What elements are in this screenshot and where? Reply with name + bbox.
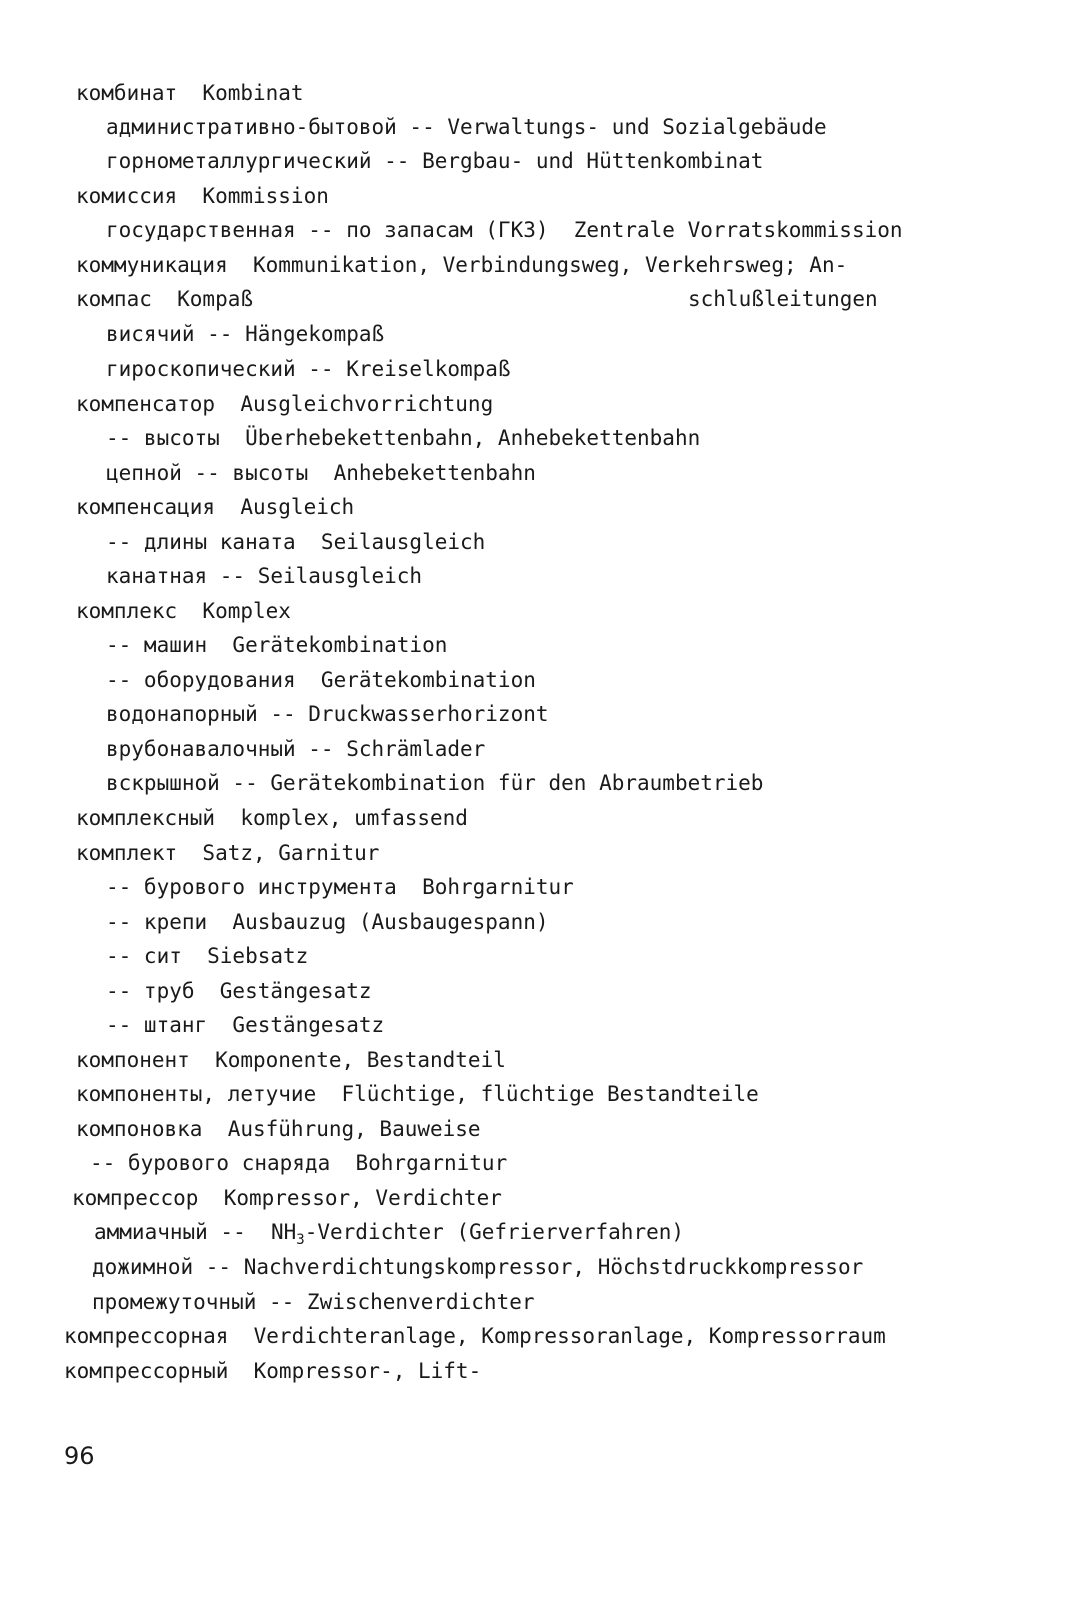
entry-sub: вскрышной -- Gerätekombination für den Abraumbetrieb xyxy=(106,771,764,795)
entry-sub: -- высоты Überhebekettenbahn, Anhebekettenbahn xyxy=(106,426,701,450)
entry-headword: компрессорная Verdichteranlage, Kompressoranlage, Kompressorraum xyxy=(64,1324,886,1348)
entry-headword: компас Kompaß xyxy=(76,287,254,311)
entry-sub: висячий -- Hängekompaß xyxy=(106,322,385,346)
entry-headword: компонент Komponente, Bestandteil xyxy=(76,1048,506,1072)
entry-sub-suffix: -Verdichter (Gefrierverfahren) xyxy=(304,1220,685,1244)
entry-sub: -- крепи Ausbauzug (Ausbaugespann) xyxy=(106,910,549,934)
entry-sub: государственная -- по запасам (ГКЗ) Zentrale Vorratskommission xyxy=(106,218,903,242)
entry-sub: -- сит Siebsatz xyxy=(106,944,309,968)
entry-sub-ammonia xyxy=(94,1218,684,1246)
entry-sub: канатная -- Seilausgleich xyxy=(106,564,423,588)
entry-sub: водонапорный -- Druckwasserhorizont xyxy=(106,702,549,726)
entry-sub: -- штанг Gestängesatz xyxy=(106,1013,385,1037)
entry-sub: гироскопический -- Kreiselkompaß xyxy=(106,357,511,381)
entry-sub: -- машин Gerätekombination xyxy=(106,633,448,657)
entry-sub: -- бурового инструмента Bohrgarnitur xyxy=(106,875,574,899)
entry-headword: комплексный komplex, umfassend xyxy=(76,806,468,830)
entry-sub: административно-бытовой -- Verwaltungs- und Sozialgebäude xyxy=(106,115,827,139)
entry-continuation: schlußleitungen xyxy=(688,287,878,311)
entry-headword: компоновка Ausführung, Bauweise xyxy=(76,1117,481,1141)
entry-headword: компрессорный Kompressor-, Lift- xyxy=(64,1359,482,1383)
entry-sub: промежуточный -- Zwischenverdichter xyxy=(92,1290,535,1314)
entry-headword: компенсатор Ausgleichvorrichtung xyxy=(76,392,494,416)
entry-sub: цепной -- высоты Anhebekettenbahn xyxy=(106,461,536,485)
entry-headword: комплекс Komplex xyxy=(76,599,291,623)
entry-sub-prefix: аммиачный -- NH xyxy=(94,1220,297,1244)
entry-headword: комбинат Kombinat xyxy=(76,81,304,105)
entry-headword: компенсация Ausgleich xyxy=(76,495,355,519)
entry-sub: -- бурового снаряда Bohrgarnitur xyxy=(90,1151,508,1175)
entry-sub: -- длины каната Seilausgleich xyxy=(106,530,486,554)
page-number: 96 xyxy=(64,1442,95,1470)
entry-headword: компрессор Kompressor, Verdichter xyxy=(72,1186,502,1210)
entry-headword: компоненты, летучие Flüchtige, flüchtige Bestandteile xyxy=(76,1082,759,1106)
entry-sub: врубонавалочный -- Schrämlader xyxy=(106,737,486,761)
entry-sub: -- труб Gestängesatz xyxy=(106,979,372,1003)
entry-headword: коммуникация Kommunikation, Verbindungsweg, Verkehrsweg; An- xyxy=(76,253,848,277)
entry-sub: -- оборудования Gerätekombination xyxy=(106,668,536,692)
subscript-digit: 3 xyxy=(296,1232,305,1248)
entry-headword: комиссия Kommission xyxy=(76,184,329,208)
entry-headword: комплект Satz, Garnitur xyxy=(76,841,380,865)
entry-sub: дожимной -- Nachverdichtungskompressor, Höchstdruckkompressor xyxy=(92,1255,864,1279)
entry-sub: горнометаллургический -- Bergbau- und Hüttenkombinat xyxy=(106,149,764,173)
